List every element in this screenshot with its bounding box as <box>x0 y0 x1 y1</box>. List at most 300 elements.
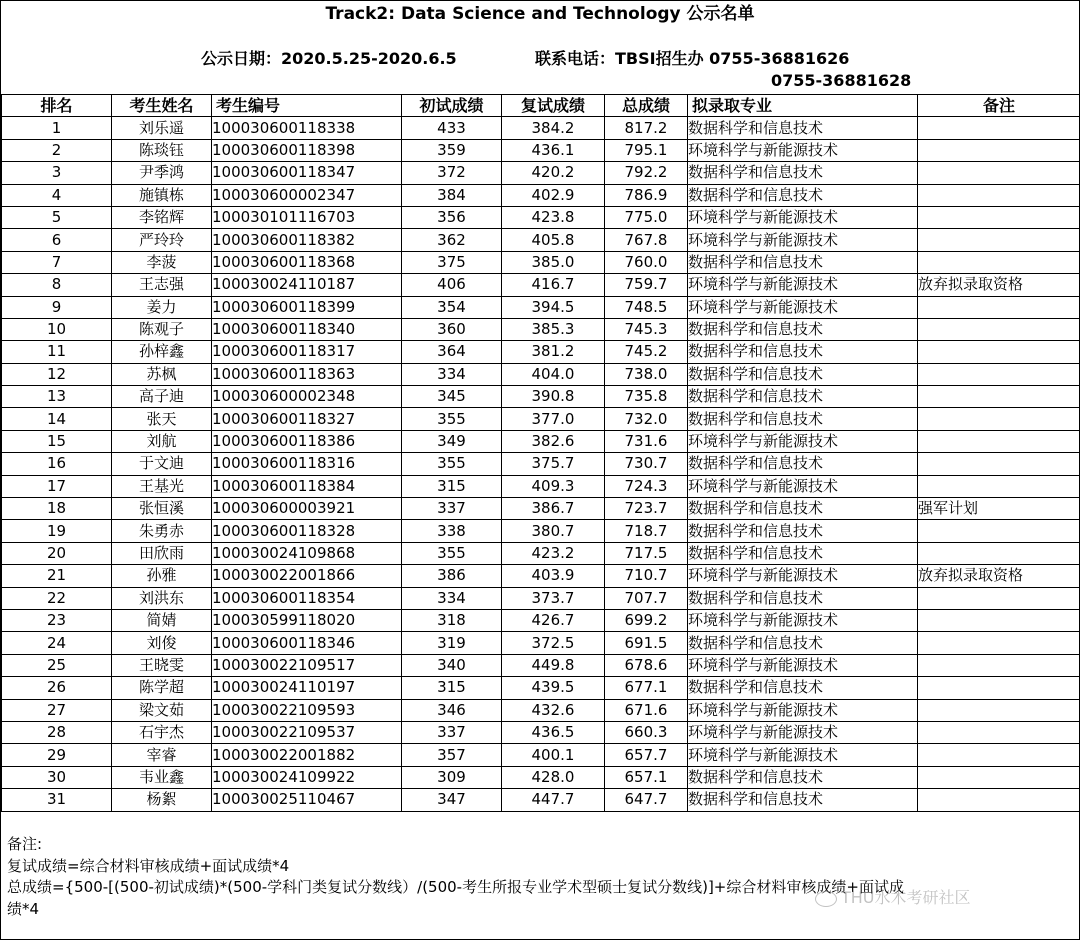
cell-initial-score: 349 <box>402 430 502 452</box>
cell-major: 环境科学与新能源技术 <box>688 274 918 296</box>
table-row <box>2 430 1080 452</box>
cell-name: 姜力 <box>112 296 212 318</box>
table-row <box>2 744 1080 766</box>
cell-major: 数据科学和信息技术 <box>688 453 918 475</box>
cell-rank: 25 <box>2 654 112 676</box>
cell-exam-id: 100030024110197 <box>212 677 402 699</box>
cell-major: 数据科学和信息技术 <box>688 117 918 139</box>
cell-initial-score: 372 <box>402 162 502 184</box>
cell-retest-score: 375.7 <box>502 453 605 475</box>
cell-remark: 放弃拟录取资格 <box>918 274 1080 296</box>
cell-retest-score: 402.9 <box>502 184 605 206</box>
publicity-date: 公示日期：2020.5.25-2020.6.5 <box>201 49 457 68</box>
cell-initial-score: 337 <box>402 498 502 520</box>
cell-name: 宰睿 <box>112 744 212 766</box>
watermark <box>815 885 971 908</box>
cell-retest-score: 449.8 <box>502 654 605 676</box>
notes-heading: 备注: <box>7 835 43 853</box>
cell-retest-score: 416.7 <box>502 274 605 296</box>
cell-remark <box>918 206 1080 228</box>
contact-phone-secondary: 0755-36881628 <box>771 71 912 90</box>
cell-retest-score: 447.7 <box>502 789 605 811</box>
cell-initial-score: 364 <box>402 341 502 363</box>
cell-total-score: 657.1 <box>605 766 688 788</box>
cell-name: 尹季鸿 <box>112 162 212 184</box>
watermark-text: THU水木考研社区 <box>841 888 971 907</box>
cell-major: 环境科学与新能源技术 <box>688 475 918 497</box>
cell-name: 王晓雯 <box>112 654 212 676</box>
cell-total-score: 748.5 <box>605 296 688 318</box>
table-row <box>2 184 1080 206</box>
cell-remark <box>918 229 1080 251</box>
cell-rank: 27 <box>2 699 112 721</box>
cell-exam-id: 100030600118346 <box>212 632 402 654</box>
cell-initial-score: 334 <box>402 587 502 609</box>
cell-rank: 16 <box>2 453 112 475</box>
cell-exam-id: 100030600118386 <box>212 430 402 452</box>
cell-total-score: 732.0 <box>605 408 688 430</box>
cell-major: 数据科学和信息技术 <box>688 542 918 564</box>
cell-major: 数据科学和信息技术 <box>688 632 918 654</box>
cell-retest-score: 380.7 <box>502 520 605 542</box>
cell-name: 陈学超 <box>112 677 212 699</box>
cell-retest-score: 385.0 <box>502 251 605 273</box>
table-row <box>2 587 1080 609</box>
cell-exam-id: 100030600118338 <box>212 117 402 139</box>
cell-major: 数据科学和信息技术 <box>688 766 918 788</box>
cell-total-score: 738.0 <box>605 363 688 385</box>
cell-rank: 6 <box>2 229 112 251</box>
table-row <box>2 498 1080 520</box>
cell-rank: 30 <box>2 766 112 788</box>
cell-exam-id: 100030101116703 <box>212 206 402 228</box>
cell-retest-score: 373.7 <box>502 587 605 609</box>
column-header: 总成绩 <box>605 95 688 117</box>
cell-retest-score: 423.2 <box>502 542 605 564</box>
cell-exam-id: 100030600002347 <box>212 184 402 206</box>
cell-total-score: 767.8 <box>605 229 688 251</box>
table-row <box>2 229 1080 251</box>
cell-remark <box>918 542 1080 564</box>
cell-initial-score: 357 <box>402 744 502 766</box>
cell-exam-id: 100030600118384 <box>212 475 402 497</box>
cell-name: 韦业鑫 <box>112 766 212 788</box>
cell-remark: 强军计划 <box>918 498 1080 520</box>
table-row <box>2 206 1080 228</box>
cell-name: 孙梓鑫 <box>112 341 212 363</box>
table-row <box>2 654 1080 676</box>
cell-initial-score: 354 <box>402 296 502 318</box>
cell-major: 环境科学与新能源技术 <box>688 721 918 743</box>
cell-major: 环境科学与新能源技术 <box>688 229 918 251</box>
cell-total-score: 759.7 <box>605 274 688 296</box>
cell-exam-id: 100030600118382 <box>212 229 402 251</box>
cell-total-score: 724.3 <box>605 475 688 497</box>
cell-initial-score: 355 <box>402 542 502 564</box>
cell-name: 张恒溪 <box>112 498 212 520</box>
cell-remark <box>918 408 1080 430</box>
table-header-row <box>2 95 1080 117</box>
table-row <box>2 699 1080 721</box>
cell-rank: 20 <box>2 542 112 564</box>
contact-phone: 联系电话：TBSI招生办 0755-36881626 <box>535 49 850 68</box>
cell-initial-score: 345 <box>402 386 502 408</box>
notes-formula-total-cont: 绩*4 <box>7 899 40 918</box>
cell-name: 简婧 <box>112 609 212 631</box>
column-header: 考生编号 <box>212 95 402 117</box>
cell-initial-score: 360 <box>402 318 502 340</box>
cell-exam-id: 100030600118347 <box>212 162 402 184</box>
cell-major: 环境科学与新能源技术 <box>688 609 918 631</box>
cell-retest-score: 432.6 <box>502 699 605 721</box>
cell-retest-score: 390.8 <box>502 386 605 408</box>
cell-retest-score: 386.7 <box>502 498 605 520</box>
cell-total-score: 660.3 <box>605 721 688 743</box>
cell-name: 刘航 <box>112 430 212 452</box>
table-row <box>2 363 1080 385</box>
cell-exam-id: 100030600118399 <box>212 296 402 318</box>
cell-retest-score: 382.6 <box>502 430 605 452</box>
cell-major: 环境科学与新能源技术 <box>688 565 918 587</box>
table-row <box>2 162 1080 184</box>
cell-remark <box>918 475 1080 497</box>
cell-remark <box>918 520 1080 542</box>
cell-total-score: 731.6 <box>605 430 688 452</box>
cell-name: 梁文茹 <box>112 699 212 721</box>
cell-major: 数据科学和信息技术 <box>688 498 918 520</box>
cell-remark <box>918 139 1080 161</box>
cell-name: 陈琰钰 <box>112 139 212 161</box>
cell-total-score: 792.2 <box>605 162 688 184</box>
cell-retest-score: 436.5 <box>502 721 605 743</box>
cell-rank: 19 <box>2 520 112 542</box>
cell-initial-score: 375 <box>402 251 502 273</box>
cell-major: 数据科学和信息技术 <box>688 408 918 430</box>
cell-retest-score: 426.7 <box>502 609 605 631</box>
cell-remark <box>918 654 1080 676</box>
cell-retest-score: 409.3 <box>502 475 605 497</box>
cell-major: 环境科学与新能源技术 <box>688 206 918 228</box>
page-title: Track2: Data Science and Technology 公示名单 <box>325 4 755 24</box>
cell-retest-score: 439.5 <box>502 677 605 699</box>
cell-rank: 21 <box>2 565 112 587</box>
cell-initial-score: 346 <box>402 699 502 721</box>
cell-exam-id: 100030600118354 <box>212 587 402 609</box>
cell-remark <box>918 386 1080 408</box>
cell-rank: 26 <box>2 677 112 699</box>
cell-exam-id: 100030024109868 <box>212 542 402 564</box>
cell-remark <box>918 117 1080 139</box>
cell-total-score: 718.7 <box>605 520 688 542</box>
cell-name: 刘乐遥 <box>112 117 212 139</box>
cell-name: 刘洪东 <box>112 587 212 609</box>
cell-name: 施镇栋 <box>112 184 212 206</box>
cell-remark <box>918 609 1080 631</box>
cell-remark <box>918 699 1080 721</box>
cell-remark <box>918 744 1080 766</box>
cell-name: 刘俊 <box>112 632 212 654</box>
cell-retest-score: 385.3 <box>502 318 605 340</box>
cell-remark <box>918 430 1080 452</box>
table-row <box>2 677 1080 699</box>
cell-total-score: 795.1 <box>605 139 688 161</box>
cell-exam-id: 100030600118398 <box>212 139 402 161</box>
cell-initial-score: 315 <box>402 677 502 699</box>
cell-major: 数据科学和信息技术 <box>688 789 918 811</box>
cell-name: 张天 <box>112 408 212 430</box>
cell-remark <box>918 677 1080 699</box>
cell-total-score: 730.7 <box>605 453 688 475</box>
cell-total-score: 745.3 <box>605 318 688 340</box>
cell-rank: 11 <box>2 341 112 363</box>
cell-total-score: 717.5 <box>605 542 688 564</box>
table-row <box>2 766 1080 788</box>
cell-exam-id: 100030600118327 <box>212 408 402 430</box>
cell-rank: 31 <box>2 789 112 811</box>
table-row <box>2 542 1080 564</box>
cell-exam-id: 100030600118328 <box>212 520 402 542</box>
cell-exam-id: 100030600118340 <box>212 318 402 340</box>
cell-initial-score: 355 <box>402 453 502 475</box>
cell-remark <box>918 789 1080 811</box>
cell-initial-score: 347 <box>402 789 502 811</box>
cell-retest-score: 377.0 <box>502 408 605 430</box>
column-header: 拟录取专业 <box>688 95 918 117</box>
notes-formula-retest: 复试成绩=综合材料审核成绩+面试成绩*4 <box>7 856 290 875</box>
cell-rank: 28 <box>2 721 112 743</box>
cell-major: 数据科学和信息技术 <box>688 318 918 340</box>
cell-total-score: 786.9 <box>605 184 688 206</box>
column-header: 备注 <box>918 95 1080 117</box>
cell-retest-score: 384.2 <box>502 117 605 139</box>
cell-retest-score: 405.8 <box>502 229 605 251</box>
cell-major: 环境科学与新能源技术 <box>688 430 918 452</box>
cell-exam-id: 100030022109537 <box>212 721 402 743</box>
cell-remark <box>918 363 1080 385</box>
admission-table <box>1 94 1080 812</box>
cell-initial-score: 406 <box>402 274 502 296</box>
cell-remark <box>918 341 1080 363</box>
column-header: 考生姓名 <box>112 95 212 117</box>
cell-exam-id: 100030022109593 <box>212 699 402 721</box>
cell-major: 数据科学和信息技术 <box>688 162 918 184</box>
cell-retest-score: 400.1 <box>502 744 605 766</box>
cell-remark <box>918 318 1080 340</box>
cell-rank: 12 <box>2 363 112 385</box>
table-body <box>2 117 1080 811</box>
cell-rank: 13 <box>2 386 112 408</box>
cell-exam-id: 100030600003921 <box>212 498 402 520</box>
table-row <box>2 139 1080 161</box>
cell-major: 数据科学和信息技术 <box>688 363 918 385</box>
cell-major: 环境科学与新能源技术 <box>688 139 918 161</box>
cell-initial-score: 318 <box>402 609 502 631</box>
cell-total-score: 691.5 <box>605 632 688 654</box>
table-row <box>2 117 1080 139</box>
cell-name: 王志强 <box>112 274 212 296</box>
cell-rank: 23 <box>2 609 112 631</box>
cell-rank: 4 <box>2 184 112 206</box>
cell-exam-id: 100030600002348 <box>212 386 402 408</box>
cell-remark <box>918 453 1080 475</box>
cell-remark <box>918 296 1080 318</box>
table-row <box>2 520 1080 542</box>
cell-initial-score: 359 <box>402 139 502 161</box>
cell-exam-id: 100030599118020 <box>212 609 402 631</box>
cell-rank: 17 <box>2 475 112 497</box>
cell-initial-score: 386 <box>402 565 502 587</box>
cell-retest-score: 372.5 <box>502 632 605 654</box>
cell-name: 王基光 <box>112 475 212 497</box>
cell-initial-score: 362 <box>402 229 502 251</box>
cell-retest-score: 394.5 <box>502 296 605 318</box>
cell-major: 数据科学和信息技术 <box>688 386 918 408</box>
cell-remark: 放弃拟录取资格 <box>918 565 1080 587</box>
cell-initial-score: 315 <box>402 475 502 497</box>
cell-retest-score: 423.8 <box>502 206 605 228</box>
cell-rank: 2 <box>2 139 112 161</box>
cell-initial-score: 338 <box>402 520 502 542</box>
cell-total-score: 775.0 <box>605 206 688 228</box>
cell-retest-score: 420.2 <box>502 162 605 184</box>
cell-total-score: 647.7 <box>605 789 688 811</box>
cell-total-score: 735.8 <box>605 386 688 408</box>
cell-exam-id: 100030600118316 <box>212 453 402 475</box>
cell-rank: 1 <box>2 117 112 139</box>
cell-rank: 3 <box>2 162 112 184</box>
cell-initial-score: 319 <box>402 632 502 654</box>
cell-major: 环境科学与新能源技术 <box>688 654 918 676</box>
cell-exam-id: 100030600118363 <box>212 363 402 385</box>
cell-rank: 29 <box>2 744 112 766</box>
cell-initial-score: 355 <box>402 408 502 430</box>
cell-rank: 14 <box>2 408 112 430</box>
cell-total-score: 760.0 <box>605 251 688 273</box>
cell-major: 数据科学和信息技术 <box>688 587 918 609</box>
table-row <box>2 565 1080 587</box>
cell-name: 李菠 <box>112 251 212 273</box>
table-row <box>2 341 1080 363</box>
cell-rank: 24 <box>2 632 112 654</box>
table-row <box>2 609 1080 631</box>
cell-major: 数据科学和信息技术 <box>688 184 918 206</box>
cell-name: 高子迪 <box>112 386 212 408</box>
cell-initial-score: 433 <box>402 117 502 139</box>
cell-rank: 5 <box>2 206 112 228</box>
table-row <box>2 789 1080 811</box>
cell-major: 数据科学和信息技术 <box>688 677 918 699</box>
cell-major: 环境科学与新能源技术 <box>688 699 918 721</box>
cell-name: 杨絮 <box>112 789 212 811</box>
cell-name: 严玲玲 <box>112 229 212 251</box>
cell-rank: 8 <box>2 274 112 296</box>
cell-name: 于文迪 <box>112 453 212 475</box>
cell-total-score: 671.6 <box>605 699 688 721</box>
column-header: 排名 <box>2 95 112 117</box>
cell-major: 数据科学和信息技术 <box>688 251 918 273</box>
cell-initial-score: 334 <box>402 363 502 385</box>
cell-rank: 15 <box>2 430 112 452</box>
table-row <box>2 296 1080 318</box>
notes-formula-total: 总成绩={500-[(500-初试成绩)*(500-学科门类复试分数线）/(500-考生所报专业学术型硕士复试分数线)]+综合材料审核成绩+面试成 <box>7 878 904 896</box>
cell-initial-score: 340 <box>402 654 502 676</box>
table-row <box>2 475 1080 497</box>
cell-name: 陈观子 <box>112 318 212 340</box>
cell-retest-score: 428.0 <box>502 766 605 788</box>
table-row <box>2 721 1080 743</box>
cell-exam-id: 100030025110467 <box>212 789 402 811</box>
cell-rank: 7 <box>2 251 112 273</box>
cell-exam-id: 100030600118368 <box>212 251 402 273</box>
cell-remark <box>918 251 1080 273</box>
wechat-icon <box>815 891 837 907</box>
cell-major: 环境科学与新能源技术 <box>688 744 918 766</box>
cell-major: 数据科学和信息技术 <box>688 341 918 363</box>
cell-remark <box>918 162 1080 184</box>
cell-total-score: 678.6 <box>605 654 688 676</box>
cell-total-score: 677.1 <box>605 677 688 699</box>
cell-remark <box>918 632 1080 654</box>
cell-remark <box>918 587 1080 609</box>
cell-exam-id: 100030024109922 <box>212 766 402 788</box>
cell-rank: 18 <box>2 498 112 520</box>
cell-name: 李铭辉 <box>112 206 212 228</box>
cell-initial-score: 309 <box>402 766 502 788</box>
cell-major: 数据科学和信息技术 <box>688 520 918 542</box>
cell-total-score: 817.2 <box>605 117 688 139</box>
cell-name: 朱勇赤 <box>112 520 212 542</box>
cell-total-score: 707.7 <box>605 587 688 609</box>
cell-initial-score: 384 <box>402 184 502 206</box>
table-row <box>2 251 1080 273</box>
table-row <box>2 453 1080 475</box>
table-row <box>2 274 1080 296</box>
cell-name: 田欣雨 <box>112 542 212 564</box>
cell-remark <box>918 184 1080 206</box>
cell-exam-id: 100030600118317 <box>212 341 402 363</box>
cell-remark <box>918 766 1080 788</box>
column-header: 初试成绩 <box>402 95 502 117</box>
cell-initial-score: 337 <box>402 721 502 743</box>
cell-exam-id: 100030024110187 <box>212 274 402 296</box>
cell-name: 孙雅 <box>112 565 212 587</box>
table-row <box>2 386 1080 408</box>
cell-total-score: 710.7 <box>605 565 688 587</box>
cell-exam-id: 100030022109517 <box>212 654 402 676</box>
cell-exam-id: 100030022001866 <box>212 565 402 587</box>
cell-total-score: 699.2 <box>605 609 688 631</box>
cell-name: 苏枫 <box>112 363 212 385</box>
cell-rank: 9 <box>2 296 112 318</box>
cell-name: 石宇杰 <box>112 721 212 743</box>
cell-exam-id: 100030022001882 <box>212 744 402 766</box>
cell-total-score: 745.2 <box>605 341 688 363</box>
cell-retest-score: 381.2 <box>502 341 605 363</box>
column-header: 复试成绩 <box>502 95 605 117</box>
cell-retest-score: 404.0 <box>502 363 605 385</box>
cell-initial-score: 356 <box>402 206 502 228</box>
cell-total-score: 723.7 <box>605 498 688 520</box>
cell-total-score: 657.7 <box>605 744 688 766</box>
table-row <box>2 408 1080 430</box>
cell-retest-score: 403.9 <box>502 565 605 587</box>
cell-remark <box>918 721 1080 743</box>
table-row <box>2 318 1080 340</box>
cell-major: 环境科学与新能源技术 <box>688 296 918 318</box>
cell-rank: 22 <box>2 587 112 609</box>
table-row <box>2 632 1080 654</box>
cell-retest-score: 436.1 <box>502 139 605 161</box>
